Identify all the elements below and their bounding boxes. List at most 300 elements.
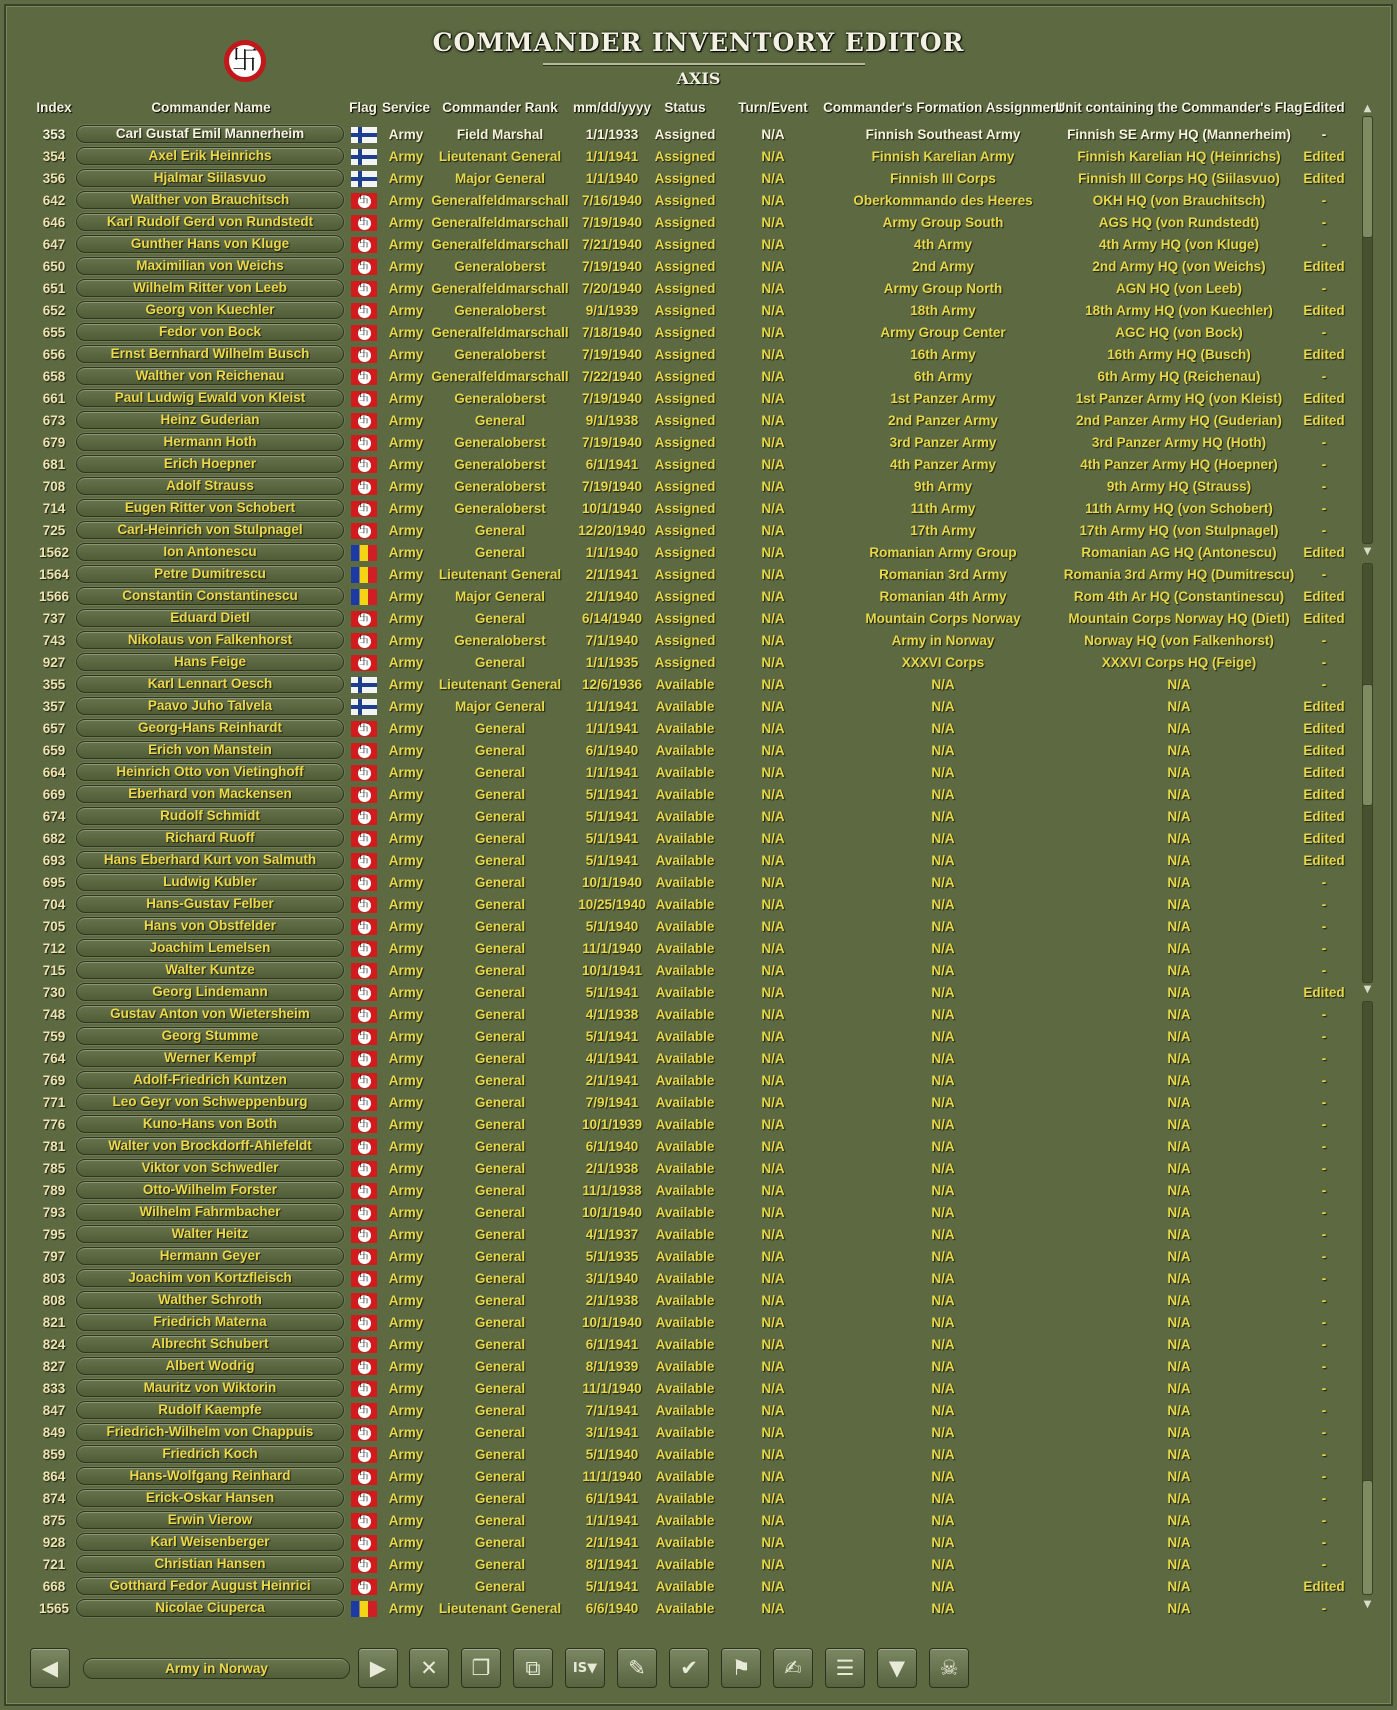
commander-name-button[interactable] [76, 609, 344, 627]
commander-name-button[interactable] [76, 411, 344, 429]
table-row[interactable] [6, 916, 1361, 938]
arrow-right-icon[interactable]: ▶ [358, 1648, 398, 1688]
commander-name-button[interactable] [76, 169, 344, 187]
flag-edit-icon[interactable]: ✍ [773, 1648, 813, 1688]
commander-name-button[interactable] [76, 323, 344, 341]
table-row[interactable] [6, 1048, 1361, 1070]
flag-icon[interactable]: ⚑ [721, 1648, 761, 1688]
table-row[interactable] [6, 1246, 1361, 1268]
german-flag-icon: 卐 [351, 1359, 377, 1375]
commander-name-label: Paavo Juho Talvela [147, 698, 273, 713]
commander-name-button[interactable] [76, 345, 344, 363]
cell-turn-event: N/A [761, 1029, 785, 1044]
table-row[interactable] [6, 762, 1361, 784]
cell-unit-flag: N/A [1167, 1161, 1191, 1176]
commander-name-button[interactable] [76, 1577, 344, 1595]
scroll-down-icon[interactable]: ▼ [1363, 1599, 1372, 1610]
cell-formation-assignment: 16th Army [910, 347, 976, 362]
commander-name-button[interactable] [76, 917, 344, 935]
commander-name-button[interactable] [76, 1423, 344, 1441]
commander-name-button[interactable] [76, 763, 344, 781]
commander-name-button[interactable] [76, 697, 344, 715]
cell-index: 1565 [38, 1601, 70, 1616]
cell-rank: General [474, 1271, 526, 1286]
table-row[interactable] [6, 146, 1361, 168]
cell-index: 661 [42, 391, 66, 406]
table-row[interactable] [6, 476, 1361, 498]
cell-date: 11/1/1938 [582, 1183, 642, 1198]
cell-unit-flag: AGS HQ (von Rundstedt) [1098, 215, 1260, 230]
cell-service: Army [388, 985, 424, 1000]
cell-rank: General [474, 1029, 526, 1044]
commander-name-button[interactable] [76, 565, 344, 583]
commander-name-button[interactable] [76, 279, 344, 297]
german-flag-icon: 卐 [351, 787, 377, 803]
cell-index: 669 [42, 787, 66, 802]
table-row[interactable] [6, 190, 1361, 212]
commander-name-button[interactable] [76, 851, 344, 869]
commander-name-button[interactable] [76, 829, 344, 847]
commander-name-button[interactable] [76, 235, 344, 253]
header-commander-name[interactable]: Commander Name [151, 100, 271, 115]
copy-icon[interactable]: ❐ [461, 1648, 501, 1688]
table-row[interactable] [6, 344, 1361, 366]
cell-turn-event: N/A [761, 325, 785, 340]
cell-formation-assignment: Romanian Army Group [869, 545, 1017, 560]
commander-name-label: Carl-Heinrich von Stulpnagel [117, 522, 303, 537]
table-row[interactable] [6, 1202, 1361, 1224]
cell-service: Army [388, 1249, 424, 1264]
table-row[interactable] [6, 982, 1361, 1004]
cell-rank: Generalfeldmarschall [431, 325, 569, 340]
cell-edited: Edited [1303, 831, 1345, 846]
cell-unit-flag: N/A [1167, 765, 1191, 780]
german-flag-icon: 卐 [351, 611, 377, 627]
commander-name-button[interactable] [76, 367, 344, 385]
commander-name-button[interactable] [76, 191, 344, 209]
cell-service: Army [388, 1007, 424, 1022]
table-row[interactable] [6, 1400, 1361, 1422]
table-row[interactable] [6, 828, 1361, 850]
table-row[interactable] [6, 894, 1361, 916]
commander-name-button[interactable] [76, 961, 344, 979]
table-row[interactable] [6, 1598, 1361, 1620]
arrow-left-icon[interactable]: ◀ [30, 1648, 70, 1688]
cell-turn-event: N/A [761, 1535, 785, 1550]
cell-index: 1566 [38, 589, 70, 604]
german-flag-icon: 卐 [351, 1095, 377, 1111]
table-row[interactable] [6, 1422, 1361, 1444]
cell-unit-flag: N/A [1167, 699, 1191, 714]
table-row[interactable] [6, 1576, 1361, 1598]
cell-date: 4/1/1937 [585, 1227, 639, 1242]
scroll-thumb[interactable] [1362, 684, 1373, 806]
header-status[interactable]: Status [664, 100, 706, 115]
table-row[interactable] [6, 410, 1361, 432]
german-flag-icon: 卐 [351, 369, 377, 385]
commander-name-button[interactable] [76, 1071, 344, 1089]
commander-name-button[interactable] [76, 1049, 344, 1067]
scroll-up-icon[interactable]: ▲ [1363, 103, 1372, 114]
cell-unit-flag: N/A [1167, 1359, 1191, 1374]
is-down-icon[interactable]: IS▼ [565, 1648, 605, 1688]
cell-formation-assignment: N/A [931, 1293, 955, 1308]
cell-unit-flag: N/A [1167, 1183, 1191, 1198]
scroll-down-icon[interactable]: ▼ [1363, 984, 1372, 995]
romanian-flag-icon [351, 567, 377, 583]
cell-unit-flag: 16th Army HQ (Busch) [1107, 347, 1251, 362]
commander-name-button[interactable] [76, 1225, 344, 1243]
table-row[interactable] [6, 960, 1361, 982]
table-row[interactable] [6, 300, 1361, 322]
cell-unit-flag: N/A [1167, 985, 1191, 1000]
commander-name-label: Walther von Brauchitsch [130, 192, 290, 207]
table-row[interactable] [6, 1224, 1361, 1246]
list-icon[interactable]: ☰ [825, 1648, 865, 1688]
cell-date: 7/19/1940 [581, 215, 643, 230]
paste-icon[interactable]: ⧉ [513, 1648, 553, 1688]
table-row[interactable] [6, 1114, 1361, 1136]
cell-index: 646 [42, 215, 66, 230]
header-edited[interactable]: Edited [1303, 100, 1345, 115]
check-icon[interactable]: ✔ [669, 1648, 709, 1688]
table-row[interactable] [6, 1444, 1361, 1466]
cell-rank: Lieutenant General [438, 1601, 562, 1616]
cell-turn-event: N/A [761, 1051, 785, 1066]
commander-name-button[interactable] [76, 433, 344, 451]
header-rank[interactable]: Commander Rank [442, 100, 558, 115]
commander-name-label: Gustav Anton von Wietersheim [110, 1006, 310, 1021]
table-row[interactable] [6, 718, 1361, 740]
cell-index: 673 [42, 413, 66, 428]
header-turn-event[interactable]: Turn/Event [738, 100, 808, 115]
table-row[interactable] [6, 454, 1361, 476]
commander-name-button[interactable] [76, 543, 344, 561]
table-row[interactable] [6, 256, 1361, 278]
cell-turn-event: N/A [761, 611, 785, 626]
cell-status: Available [655, 1513, 715, 1528]
cell-turn-event: N/A [761, 1249, 785, 1264]
commander-name-label: Hermann Hoth [163, 434, 257, 449]
scroll-down-icon[interactable]: ▼ [1363, 546, 1372, 557]
table-row[interactable] [6, 542, 1361, 564]
cell-turn-event: N/A [761, 963, 785, 978]
table-row[interactable] [6, 564, 1361, 586]
commander-name-button[interactable] [76, 147, 344, 165]
cell-status: Available [655, 1557, 715, 1572]
german-flag-icon: 卐 [351, 941, 377, 957]
cell-edited: - [1321, 237, 1327, 252]
table-row[interactable] [6, 1334, 1361, 1356]
cell-service: Army [388, 787, 424, 802]
cell-rank: General [474, 985, 526, 1000]
table-row[interactable] [6, 1136, 1361, 1158]
formation-selector[interactable] [83, 1658, 350, 1679]
close-icon[interactable]: ✕ [409, 1648, 449, 1688]
table-row[interactable] [6, 674, 1361, 696]
table-row[interactable] [6, 740, 1361, 762]
table-row[interactable] [6, 1356, 1361, 1378]
cell-turn-event: N/A [761, 1117, 785, 1132]
commander-name-button[interactable] [76, 1511, 344, 1529]
cell-edited: - [1321, 941, 1327, 956]
cell-edited: - [1321, 1469, 1327, 1484]
cell-unit-flag: N/A [1167, 1293, 1191, 1308]
table-row[interactable] [6, 322, 1361, 344]
commander-name-button[interactable] [76, 1093, 344, 1111]
table-row[interactable] [6, 1070, 1361, 1092]
commander-name-button[interactable] [76, 1357, 344, 1375]
header-flag[interactable]: Flag [349, 100, 377, 115]
table-row[interactable] [6, 1488, 1361, 1510]
commander-name-button[interactable] [76, 1115, 344, 1133]
cell-date: 11/1/1940 [582, 1381, 642, 1396]
commander-name-button[interactable] [76, 1247, 344, 1265]
cell-turn-event: N/A [761, 1073, 785, 1088]
table-row[interactable] [6, 1092, 1361, 1114]
cell-status: Assigned [654, 303, 716, 318]
table-row[interactable] [6, 388, 1361, 410]
commander-name-button[interactable] [76, 1445, 344, 1463]
table-row[interactable] [6, 1180, 1361, 1202]
commander-name-label: Ion Antonescu [163, 544, 257, 559]
cell-status: Assigned [654, 127, 716, 142]
cell-edited: - [1321, 1381, 1327, 1396]
commander-name-button[interactable] [76, 1555, 344, 1573]
table-row[interactable] [6, 806, 1361, 828]
commander-name-button[interactable] [76, 1313, 344, 1331]
cell-rank: General [474, 787, 526, 802]
commander-name-button[interactable] [76, 983, 344, 1001]
german-flag-icon: 卐 [351, 1117, 377, 1133]
table-row[interactable] [6, 1158, 1361, 1180]
cell-unit-flag: N/A [1167, 941, 1191, 956]
cell-index: 682 [42, 831, 66, 846]
table-row[interactable] [6, 938, 1361, 960]
german-flag-icon: 卐 [351, 1139, 377, 1155]
commander-name-button[interactable] [76, 1203, 344, 1221]
commander-name-button[interactable] [76, 1467, 344, 1485]
commander-name-button[interactable] [76, 521, 344, 539]
commander-name-button[interactable] [76, 631, 344, 649]
cell-date: 7/19/1940 [581, 347, 643, 362]
cell-turn-event: N/A [761, 1139, 785, 1154]
cell-turn-event: N/A [761, 1557, 785, 1572]
cell-unit-flag: N/A [1167, 1095, 1191, 1110]
cell-formation-assignment: N/A [931, 1491, 955, 1506]
cell-formation-assignment: N/A [931, 963, 955, 978]
commander-name-button[interactable] [76, 653, 344, 671]
header-service[interactable]: Service [381, 100, 431, 115]
cell-rank: Lieutenant General [438, 677, 562, 692]
table-row[interactable] [6, 1466, 1361, 1488]
german-flag-icon: 卐 [351, 1557, 377, 1573]
commander-name-button[interactable] [76, 1291, 344, 1309]
cell-unit-flag: AGN HQ (von Leeb) [1115, 281, 1243, 296]
cell-unit-flag: N/A [1167, 1601, 1191, 1616]
pen-icon[interactable]: ✎ [617, 1648, 657, 1688]
commander-name-button[interactable] [76, 1269, 344, 1287]
commander-name-button[interactable] [76, 301, 344, 319]
cell-date: 7/19/1940 [581, 391, 643, 406]
cell-edited: - [1321, 1557, 1327, 1572]
cell-rank: General [474, 1381, 526, 1396]
commander-name-button[interactable] [76, 785, 344, 803]
cell-formation-assignment: 2nd Army [912, 259, 974, 274]
cell-service: Army [388, 1447, 424, 1462]
table-row[interactable] [6, 608, 1361, 630]
cell-formation-assignment: Romanian 4th Army [879, 589, 1007, 604]
cell-index: 824 [42, 1337, 66, 1352]
cell-status: Assigned [654, 215, 716, 230]
commander-name-button[interactable] [76, 807, 344, 825]
table-row[interactable] [6, 498, 1361, 520]
table-row[interactable] [6, 366, 1361, 388]
commander-name-button[interactable] [76, 1137, 344, 1155]
commander-name-button[interactable] [76, 257, 344, 275]
table-header [6, 100, 1361, 120]
table-row[interactable] [6, 1268, 1361, 1290]
table-row[interactable] [6, 586, 1361, 608]
commander-name-button[interactable] [76, 719, 344, 737]
table-row[interactable] [6, 124, 1361, 146]
commander-name-button[interactable] [76, 477, 344, 495]
cell-date: 1/1/1933 [585, 127, 639, 142]
cell-formation-assignment: N/A [931, 919, 955, 934]
cell-date: 7/1/1941 [585, 1403, 639, 1418]
scroll-thumb[interactable] [1362, 116, 1373, 238]
table-row[interactable] [6, 1290, 1361, 1312]
table-row[interactable] [6, 278, 1361, 300]
german-flag-icon: 卐 [351, 215, 377, 231]
commander-name-button[interactable] [76, 1533, 344, 1551]
cell-edited: - [1321, 1161, 1327, 1176]
scroll-thumb[interactable] [1362, 1480, 1373, 1595]
cell-status: Available [655, 1073, 715, 1088]
cell-service: Army [388, 633, 424, 648]
cell-unit-flag: N/A [1167, 677, 1191, 692]
cell-status: Available [655, 809, 715, 824]
commander-name-label: Georg Lindemann [152, 984, 268, 999]
table-row[interactable] [6, 784, 1361, 806]
header-date[interactable]: mm/dd/yyyy [572, 100, 652, 115]
commander-name-label: Adolf Strauss [166, 478, 254, 493]
table-row[interactable] [6, 1532, 1361, 1554]
commander-name-button[interactable] [76, 1027, 344, 1045]
commander-name-button[interactable] [76, 675, 344, 693]
cell-edited: Edited [1303, 985, 1345, 1000]
cell-turn-event: N/A [761, 897, 785, 912]
commander-name-button[interactable] [76, 1181, 344, 1199]
cell-formation-assignment: N/A [931, 743, 955, 758]
cell-unit-flag: N/A [1167, 787, 1191, 802]
german-flag-icon: 卐 [351, 1315, 377, 1331]
commander-name-button[interactable] [76, 125, 344, 143]
table-scrollbar[interactable] [1359, 102, 1376, 1618]
cell-status: Available [655, 919, 715, 934]
cell-rank: General [474, 1139, 526, 1154]
table-row[interactable] [6, 850, 1361, 872]
table-row[interactable] [6, 168, 1361, 190]
cell-formation-assignment: N/A [931, 1535, 955, 1550]
commander-name-button[interactable] [76, 1489, 344, 1507]
cell-rank: General [474, 897, 526, 912]
table-row[interactable] [6, 696, 1361, 718]
cell-turn-event: N/A [761, 259, 785, 274]
table-row[interactable] [6, 520, 1361, 542]
table-row[interactable] [6, 1026, 1361, 1048]
commander-name-button[interactable] [76, 213, 344, 231]
commander-name-button[interactable] [76, 1379, 344, 1397]
commander-name-label: Werner Kempf [163, 1050, 257, 1065]
table-row[interactable] [6, 652, 1361, 674]
cell-formation-assignment: Romanian 3rd Army [879, 567, 1007, 582]
table-row[interactable] [6, 1312, 1361, 1334]
cell-date: 1/1/1940 [585, 545, 639, 560]
table-row[interactable] [6, 630, 1361, 652]
cell-formation-assignment: N/A [931, 853, 955, 868]
cell-formation-assignment: N/A [931, 1469, 955, 1484]
commander-name-button[interactable] [76, 895, 344, 913]
table-row[interactable] [6, 872, 1361, 894]
commander-name-button[interactable] [76, 939, 344, 957]
cell-edited: - [1321, 1227, 1327, 1242]
cell-rank: General [474, 611, 526, 626]
cell-rank: General [474, 853, 526, 868]
commander-name-button[interactable] [76, 455, 344, 473]
commander-name-button[interactable] [76, 587, 344, 605]
commander-name-label: Karl Rudolf Gerd von Rundstedt [106, 214, 314, 229]
cell-turn-event: N/A [761, 1381, 785, 1396]
commander-name-button[interactable] [76, 741, 344, 759]
commander-name-button[interactable] [76, 1599, 344, 1617]
cell-turn-event: N/A [761, 237, 785, 252]
commander-name-button[interactable] [76, 389, 344, 407]
cell-formation-assignment: N/A [931, 1359, 955, 1374]
cell-status: Assigned [654, 237, 716, 252]
commander-name-button[interactable] [76, 499, 344, 517]
header-index[interactable]: Index [36, 100, 72, 115]
cell-index: 849 [42, 1425, 66, 1440]
skull-icon[interactable]: ☠ [929, 1648, 969, 1688]
table-row[interactable] [6, 234, 1361, 256]
commander-name-button[interactable] [76, 1335, 344, 1353]
table-row[interactable] [6, 1004, 1361, 1026]
cell-edited: - [1321, 875, 1327, 890]
table-row[interactable] [6, 432, 1361, 454]
table-row[interactable] [6, 1510, 1361, 1532]
commander-name-button[interactable] [76, 1401, 344, 1419]
cell-formation-assignment: N/A [931, 1205, 955, 1220]
table-row[interactable] [6, 1554, 1361, 1576]
cell-turn-event: N/A [761, 919, 785, 934]
german-flag-icon: 卐 [351, 1161, 377, 1177]
header-unit-flag[interactable]: Unit containing the Commander's Flag [1055, 100, 1303, 115]
commander-name-button[interactable] [76, 873, 344, 891]
cell-edited: Edited [1303, 589, 1345, 604]
commander-name-button[interactable] [76, 1159, 344, 1177]
cell-formation-assignment: N/A [931, 1007, 955, 1022]
cell-service: Army [388, 413, 424, 428]
table-row[interactable] [6, 1378, 1361, 1400]
header-formation-assignment[interactable]: Commander's Formation Assignment [823, 100, 1063, 115]
table-row[interactable] [6, 212, 1361, 234]
triangle-down-icon[interactable]: ▼ [877, 1648, 917, 1688]
commander-name-button[interactable] [76, 1005, 344, 1023]
cell-status: Assigned [654, 435, 716, 450]
cell-service: Army [388, 941, 424, 956]
cell-unit-flag: N/A [1167, 1337, 1191, 1352]
